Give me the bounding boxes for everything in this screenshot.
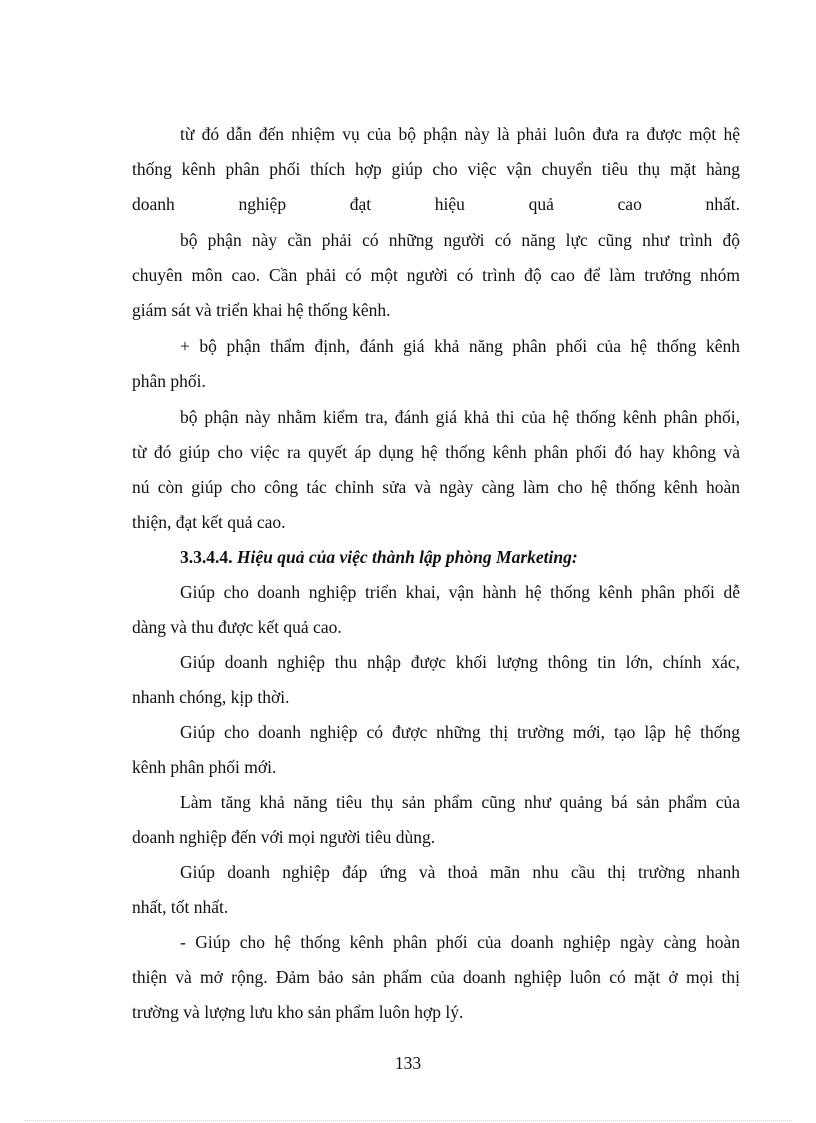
paragraph-line: từ đó giúp cho việc ra quyết áp dụng hệ thống kênh phân phối đó hay không và bbox=[132, 442, 740, 462]
section-heading bbox=[180, 546, 740, 568]
paragraph-line: chuyên môn cao. Cần phải có một người có trình độ cao để làm trưởng nhóm bbox=[132, 265, 740, 285]
paragraph-line: nú còn giúp cho công tác chỉnh sửa và ngày càng làm cho hệ thống kênh hoàn bbox=[132, 477, 740, 497]
paragraph-line: dàng và thu được kết quả cao. bbox=[132, 617, 342, 637]
page-number: 133 bbox=[394, 1053, 422, 1073]
paragraph-line: phân phối. bbox=[132, 371, 206, 391]
paragraph-line: Làm tăng khả năng tiêu thụ sản phẩm cũng như quảng bá sản phẩm của bbox=[180, 792, 740, 812]
paragraph-line: Giúp cho doanh nghiệp triển khai, vận hành hệ thống kênh phân phối dễ bbox=[180, 582, 740, 602]
paragraph-line: doanh nghiệp đến với mọi người tiêu dùng. bbox=[132, 827, 436, 847]
paragraph-line: từ đó dẫn đến nhiệm vụ của bộ phận này là phải luôn đưa ra được một hệ bbox=[180, 124, 740, 144]
paragraph-line: + bộ phận thẩm định, đánh giá khả năng phân phối của hệ thống kênh bbox=[180, 336, 740, 356]
paragraph-line: Giúp cho doanh nghiệp có được những thị trường mới, tạo lập hệ thống bbox=[180, 722, 740, 742]
paragraph-line: nhanh chóng, kịp thời. bbox=[132, 687, 290, 707]
section-number: 3.3.4.4. bbox=[180, 547, 233, 567]
paragraph-line: trường và lượng lưu kho sản phẩm luôn hợp lý. bbox=[132, 1002, 464, 1022]
paragraph-line: nhất, tốt nhất. bbox=[132, 897, 229, 917]
paragraph-line: thiện, đạt kết quả cao. bbox=[132, 512, 286, 532]
paragraph-line: bộ phận này nhằm kiểm tra, đánh giá khả thi của hệ thống kênh phân phối, bbox=[180, 407, 740, 427]
paragraph-line: Giúp doanh nghiệp đáp ứng và thoả mãn nhu cầu thị trường nhanh bbox=[180, 862, 740, 882]
paragraph-line: thống kênh phân phối thích hợp giúp cho việc vận chuyển tiêu thụ mặt hàng bbox=[132, 159, 740, 179]
paragraph-line: bộ phận này cần phải có những người có năng lực cũng như trình độ bbox=[180, 230, 740, 250]
paragraph-line: - Giúp cho hệ thống kênh phân phối của doanh nghiệp ngày càng hoàn bbox=[180, 932, 740, 952]
paragraph-line: kênh phân phối mới. bbox=[132, 757, 277, 777]
page-bottom-divider bbox=[24, 1120, 792, 1121]
paragraph-line: thiện và mở rộng. Đảm bảo sản phẩm của doanh nghiệp luôn có mặt ở mọi thị bbox=[132, 967, 740, 987]
paragraph-line: Giúp doanh nghiệp thu nhập được khối lượng thông tin lớn, chính xác, bbox=[180, 652, 740, 672]
section-title: Hiệu quả của việc thành lập phòng Marketing: bbox=[236, 547, 578, 567]
paragraph-line: doanh nghiệp đạt hiệu quả cao nhất. bbox=[132, 194, 740, 214]
paragraph-line: giám sát và triển khai hệ thống kênh. bbox=[132, 300, 391, 320]
